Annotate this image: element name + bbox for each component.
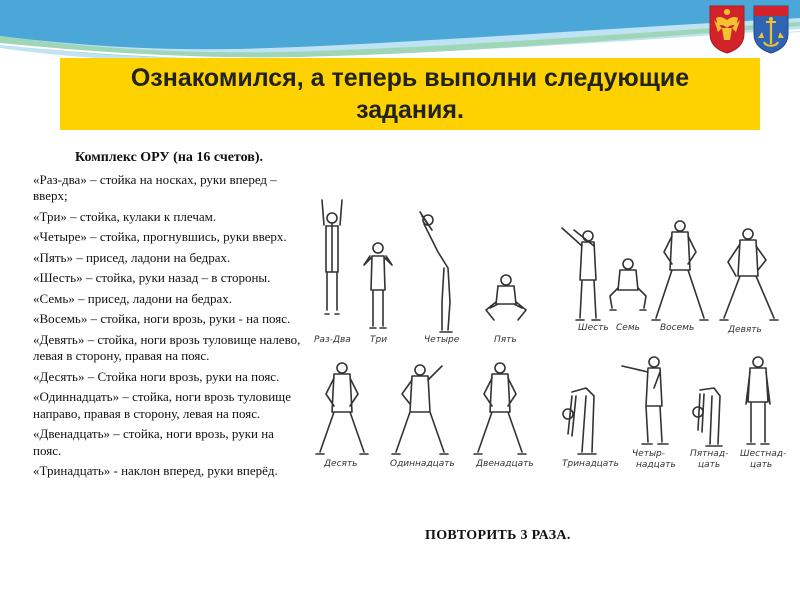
russia-coat-of-arms-icon (708, 4, 746, 54)
exercise-item-2: «Три» – стойка, кулаки к плечам. (33, 208, 217, 224)
figure-shestnadtsat-icon (746, 357, 770, 444)
exercise-item-7: «Восемь» – стойка, ноги врозь, руки - на пояс. (33, 311, 291, 326)
exercise-item-12: «Тринадцать» - наклон вперед, руки вперёд. (33, 463, 278, 478)
exercise-item-3: «Четыре» – стойка, прогнувшись, руки вверх. (33, 229, 287, 244)
figure-pyat-icon (486, 275, 526, 320)
label-tri: Три (370, 335, 388, 345)
figure-odinnadtsat-icon (392, 365, 448, 454)
figure-desyat-icon (316, 363, 368, 454)
exercise-item-9: «Десять» – Стойка ноги врозь, руки на пояс. (33, 368, 280, 384)
figure-chetyrnadtsat-icon (622, 357, 668, 444)
label-chetyr: Четыр- (632, 449, 666, 459)
label-shest: Шесть (578, 323, 609, 333)
repeat-instruction: ПОВТОРИТЬ 3 РАЗА. (425, 528, 571, 543)
label-tsat-16: цать (750, 460, 773, 470)
figure-devyat-icon (720, 229, 778, 320)
label-chetyre: Четыре (424, 335, 460, 345)
figure-pyatnadtsat-icon (693, 388, 722, 446)
label-vosem: Восемь (660, 323, 695, 333)
figure-chetyre-icon (420, 212, 452, 332)
figure-shest-icon (562, 228, 600, 320)
exercise-item-1: «Раз-два» – стойка на носках, руки вперед – вверх; (33, 171, 277, 203)
label-odinnadtsat: Одиннадцать (390, 459, 455, 469)
label-pyatnad: Пятнад- (690, 449, 729, 459)
label-pyat: Пять (494, 335, 517, 345)
figure-sem-icon (610, 259, 646, 310)
figure-vosem-icon (652, 221, 708, 320)
label-tsat-15: цать (698, 460, 721, 470)
label-desyat: Десять (324, 459, 358, 469)
figure-dvenadtsat-icon (474, 363, 526, 454)
label-nadtsat: надцать (636, 460, 676, 470)
label-sem: Семь (616, 323, 640, 333)
exercise-list (33, 150, 305, 484)
exercise-item-10: «Одиннадцать» – стойка, ноги врозь туловище направо, правая в сторону, левая на пояс. (33, 389, 291, 421)
figure-trinadtsat-icon (563, 388, 596, 454)
figure-raz-dva-icon (322, 200, 342, 314)
exercise-list-title: Комплекс ОРУ (на 16 счетов). (75, 150, 263, 165)
page-title: Ознакомился, а теперь выполни следующие задания. (130, 64, 690, 124)
label-trinadtsat: Тринадцать (562, 459, 619, 469)
murmansk-region-coat-of-arms-icon (752, 4, 790, 54)
exercise-item-6: «Семь» – присед, ладони на бедрах. (33, 290, 232, 306)
label-shestnad: Шестнад- (740, 449, 787, 459)
exercise-item-5: «Шесть» – стойка, руки назад – в стороны. (33, 270, 271, 285)
label-raz-dva: Раз-Два (314, 335, 351, 345)
label-dvenadtsat: Двенадцать (476, 459, 534, 469)
label-devyat: Девять (728, 325, 762, 335)
exercise-illustrations (310, 190, 790, 480)
figure-tri-icon (364, 243, 392, 328)
exercise-item-4: «Пять» – присед, ладони на бедрах. (33, 249, 231, 265)
title-banner (60, 58, 760, 130)
exercise-item-8: «Девять» – стойка, ноги врозь туловище налево, левая в сторону, правая на пояс. (33, 331, 301, 363)
exercise-item-11: «Двенадцать» – стойка, ноги врозь, руки на пояс. (33, 426, 274, 458)
